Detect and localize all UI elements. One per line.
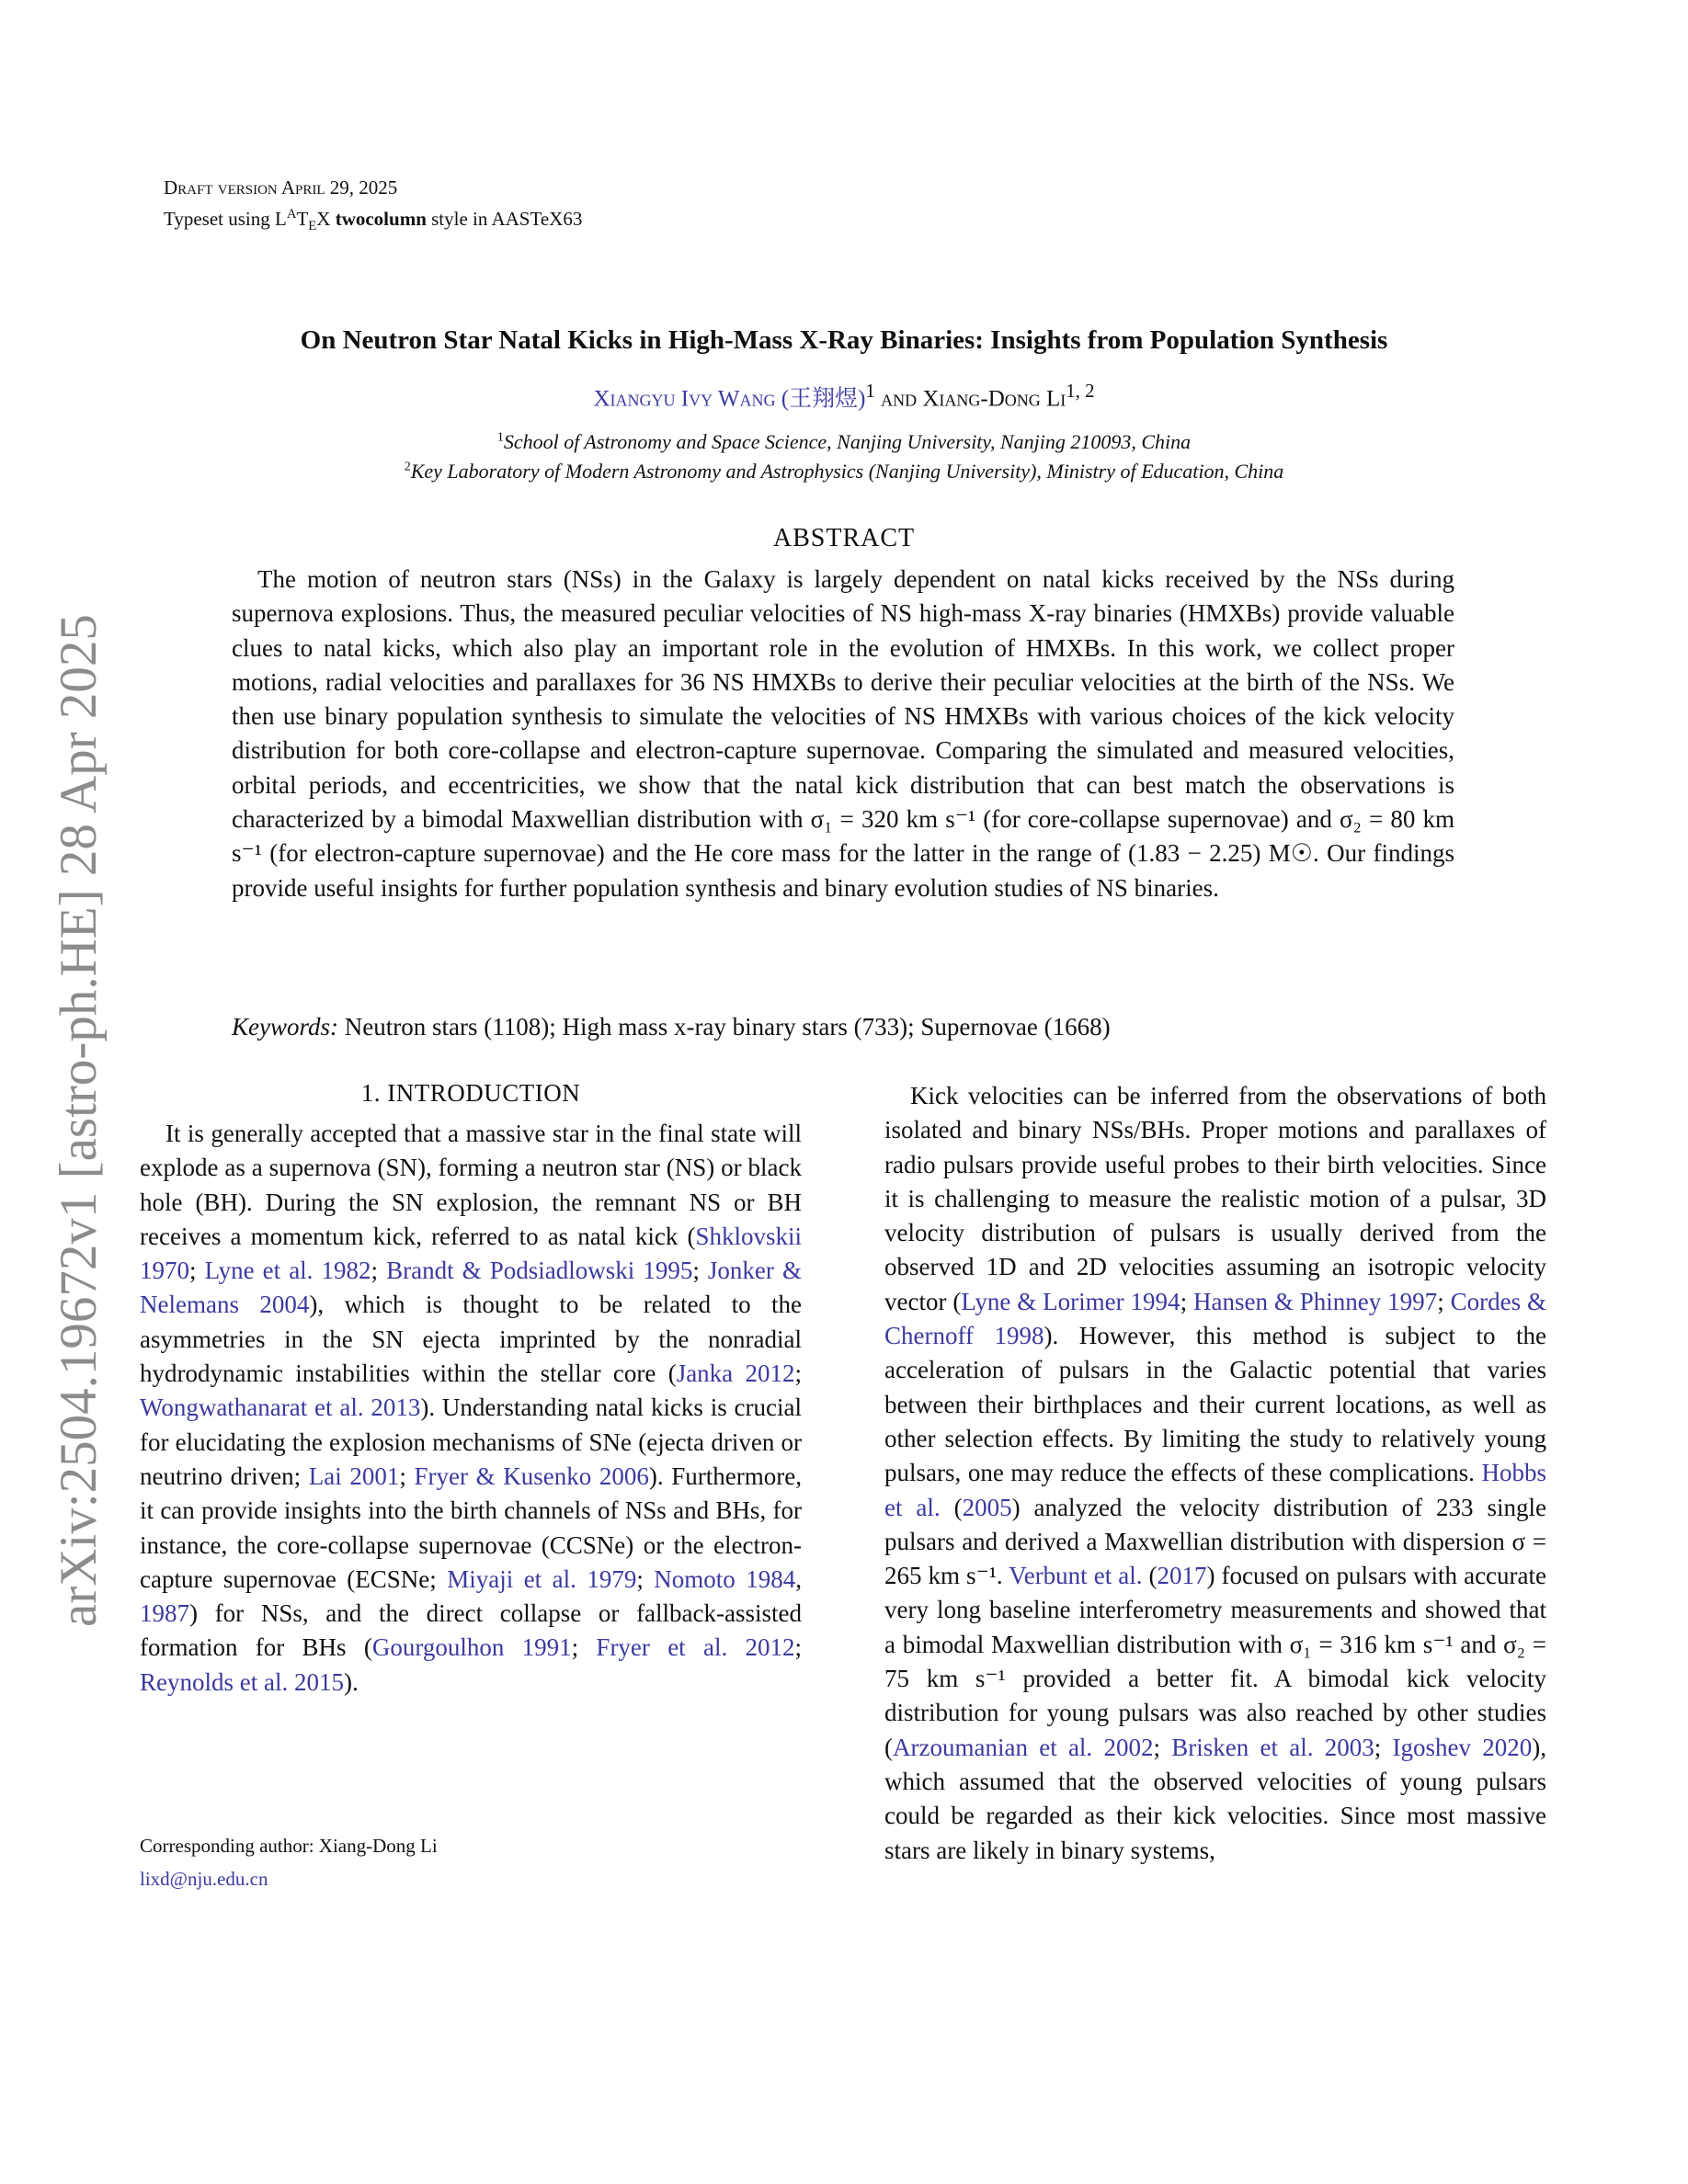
keywords-text: Neutron stars (1108); High mass x-ray binary stars (733); Supernovae (1668) — [344, 1013, 1111, 1041]
section-heading-introduction: 1. INTRODUCTION — [360, 1079, 581, 1107]
citation-link[interactable]: Arzoumanian et al. 2002 — [893, 1733, 1154, 1761]
body-text: ). Furthermore, it can provide insights into the birth channels of NSs and BHs, for instance, the core-collapse supernovae (CCSNe) or the electron-capture supernovae (ECSNe; — [140, 1462, 802, 1593]
citation-link[interactable]: Shklovskii 1970 — [140, 1222, 802, 1285]
abstract-body: The motion of neutron stars (NSs) in the Galaxy is largely dependent on natal kicks received by the NSs during supernova explosions. Thus, the measured peculiar velocities of NS high-mass X-ray binaries (HMXBs) provide valuable clues to natal kicks, which also play an important role in the evolution of HMXBs. In this work, we collect proper motions, radial velocities and parallaxes for 36 NS HMXBs to derive their peculiar velocities at the birth of the NSs. We then use binary population synthesis to simulate the velocities of NS HMXBs with various choices of the kick velocity distribution for both core-collapse and electron-capture supernovae. Comparing the simulated and measured velocities, orbital periods, and eccentricities, we show that the natal kick distribution that can best match the observations is characterized by a bimodal Maxwellian distribution with σ₁ = 320 km s⁻¹ (for core-collapse supernovae) and σ₂ = 80 km s⁻¹ (for electron-capture supernovae) and the He core mass for the latter in the range of (1.83 − 2.25) M☉. Our findings provide useful insights for further population synthesis and binary evolution studies of NS binaries. — [232, 565, 1454, 902]
body-text: ). However, this method is subject to the acceleration of pulsars in the Galactic potential that varies between their birthplaces and their current locations, as well as other selection effects. By limiting the study to relatively young pulsars, one may reduce the effects of these complications. — [884, 1322, 1546, 1487]
body-text: ; — [1437, 1287, 1451, 1315]
body-text: ) focused on pulsars with accurate very long baseline interferometry measurements and showed that a bimodal Maxwellian distribution with σ₁ = 316 km s⁻¹ and σ₂ = 75 km s⁻¹ provided a better fit. A bimodal kick velocity distribution for young pulsars was also reached by other studies ( — [884, 1562, 1546, 1761]
footnote — [140, 1829, 783, 1895]
left-column — [140, 1117, 802, 1700]
citation-link[interactable]: Lyne & Lorimer 1994 — [961, 1287, 1180, 1315]
affiliation-1: $^1$School of Astronomy and Space Science, Nanjing University, Nanjing 210093, China — [496, 430, 1192, 453]
intro-paragraph-right — [884, 1079, 1546, 1868]
intro-paragraph-left — [140, 1117, 802, 1700]
citation-link[interactable]: Lyne et al. 1982 — [204, 1257, 371, 1285]
citation-link[interactable]: Brisken et al. 2003 — [1171, 1733, 1374, 1761]
body-text: ( — [940, 1493, 963, 1521]
corresponding-author: Corresponding author: Xiang-Dong Li — [140, 1835, 438, 1857]
body-text: ; — [189, 1257, 205, 1285]
body-text: ). Understanding natal kicks is crucial for elucidating the explosion mechanisms of SNe (ejecta driven or neutrino driven; — [140, 1393, 802, 1490]
citation-link[interactable]: Hansen & Phinney 1997 — [1192, 1287, 1438, 1315]
body-text: ; — [1153, 1733, 1172, 1761]
affiliation-2: $^2$Key Laboratory of Modern Astronomy and Astrophysics (Nanjing University), Ministry of Education, China — [404, 460, 1284, 483]
author-li: Xiang-Dong Li — [922, 386, 1066, 412]
citation-link[interactable]: Janka 2012 — [676, 1359, 795, 1388]
body-text: , — [795, 1564, 802, 1593]
body-text: ; — [692, 1257, 708, 1285]
body-text: ) for NSs, and the direct collapse or fallback-assisted formation for BHs ( — [140, 1599, 802, 1662]
citation-link[interactable]: Nomoto 1984 — [654, 1564, 796, 1593]
body-text: ; — [1374, 1733, 1393, 1761]
typeset-line: Typeset using $L^AT_EX$ twocolumn style in AASTeX63 — [164, 207, 583, 234]
author-link-wang[interactable]: Xiangyu Ivy Wang (王翔煜) — [593, 386, 866, 412]
author-line: Xiangyu Ivy Wang (王翔煜)$^1$ and Xiang-Dong Li$^{1, 2}$ — [593, 380, 1095, 412]
body-text: ) analyzed the velocity distribution of 233 single pulsars and derived a Maxwellian distribution with dispersion σ = 265 km s⁻¹. — [884, 1493, 1546, 1590]
paper-title: On Neutron Star Natal Kicks in High-Mass X-Ray Binaries: Insights from Population Synthesis — [300, 325, 1388, 355]
citation-link[interactable]: Hobbs et al. — [884, 1459, 1546, 1521]
body-text: ). — [343, 1667, 359, 1696]
arxiv-stamp[interactable]: arXiv:2504.19672v1 [astro-ph.HE] 28 Apr 2025 — [50, 614, 108, 1627]
citation-link[interactable]: Wongwathanarat et al. 2013 — [140, 1393, 421, 1422]
keywords-label: Keywords: — [232, 1013, 338, 1041]
citation-link[interactable]: Fryer et al. 2012 — [596, 1633, 795, 1662]
citation-link[interactable]: Verbunt et al. — [1009, 1562, 1143, 1590]
right-column — [884, 1079, 1546, 1868]
citation-link[interactable]: Jonker & Nelemans 2004 — [140, 1257, 802, 1319]
citation-link[interactable]: Gourgoulhon 1991 — [371, 1633, 572, 1662]
body-text: ; — [1180, 1287, 1193, 1315]
citation-link[interactable]: Brandt & Podsiadlowski 1995 — [386, 1257, 693, 1285]
body-text: ; — [636, 1564, 655, 1593]
keywords — [232, 1013, 1454, 1041]
body-text: ), which is thought to be related to the asymmetries in the SN ejecta imprinted by the nonradial hydrodynamic instabilities within the stellar core ( — [140, 1291, 803, 1388]
body-text: ; — [371, 1257, 387, 1285]
latex-logo: $L^AT_EX$ — [275, 207, 331, 234]
citation-link[interactable]: Cordes & Chernoff 1998 — [884, 1287, 1547, 1350]
body-text: ( — [1142, 1562, 1158, 1590]
body-text: ; — [571, 1633, 597, 1662]
citation-link[interactable]: Reynolds et al. 2015 — [140, 1667, 344, 1696]
citation-link[interactable]: 2005 — [962, 1493, 1012, 1521]
citation-link[interactable]: 1987 — [140, 1599, 189, 1628]
citation-link[interactable]: 2017 — [1157, 1562, 1207, 1590]
draft-version: Draft version April 29, 2025 — [164, 176, 398, 199]
page-header — [164, 175, 1267, 240]
body-text: ), which assumed that the observed velocities of young pulsars could be regarded as their kick velocities. Since most massive stars are likely in binary systems, — [884, 1733, 1546, 1864]
citation-link[interactable]: Lai 2001 — [308, 1462, 400, 1490]
body-text: ; — [794, 1359, 802, 1388]
citation-link[interactable]: Fryer & Kusenko 2006 — [414, 1462, 649, 1490]
body-text: Kick velocities can be inferred from the observations of both isolated and binary NSs/BHs. Proper motions and parallaxes of radio pulsars provide useful probes to their birth velocities. Since it is challenging to measure the realistic motion of a pulsar, 3D velocity distribution of pulsars is usually derived from the observed 1D and 2D velocities assuming an isotropic velocity vector ( — [884, 1082, 1546, 1315]
body-text: ; — [399, 1462, 415, 1490]
body-text: ; — [794, 1633, 802, 1662]
citation-link[interactable]: Miyaji et al. 1979 — [447, 1564, 637, 1593]
body-text: It is generally accepted that a massive star in the final state will explode as a supernova (SN), forming a neutron star (NS) or black hole (BH). During the SN explosion, the remnant NS or BH receives a momentum kick, referred to as natal kick ( — [140, 1120, 802, 1250]
email-link[interactable]: lixd@nju.edu.cn — [140, 1868, 268, 1890]
citation-link[interactable]: Igoshev 2020 — [1392, 1733, 1533, 1761]
abstract-heading: ABSTRACT — [772, 524, 916, 552]
